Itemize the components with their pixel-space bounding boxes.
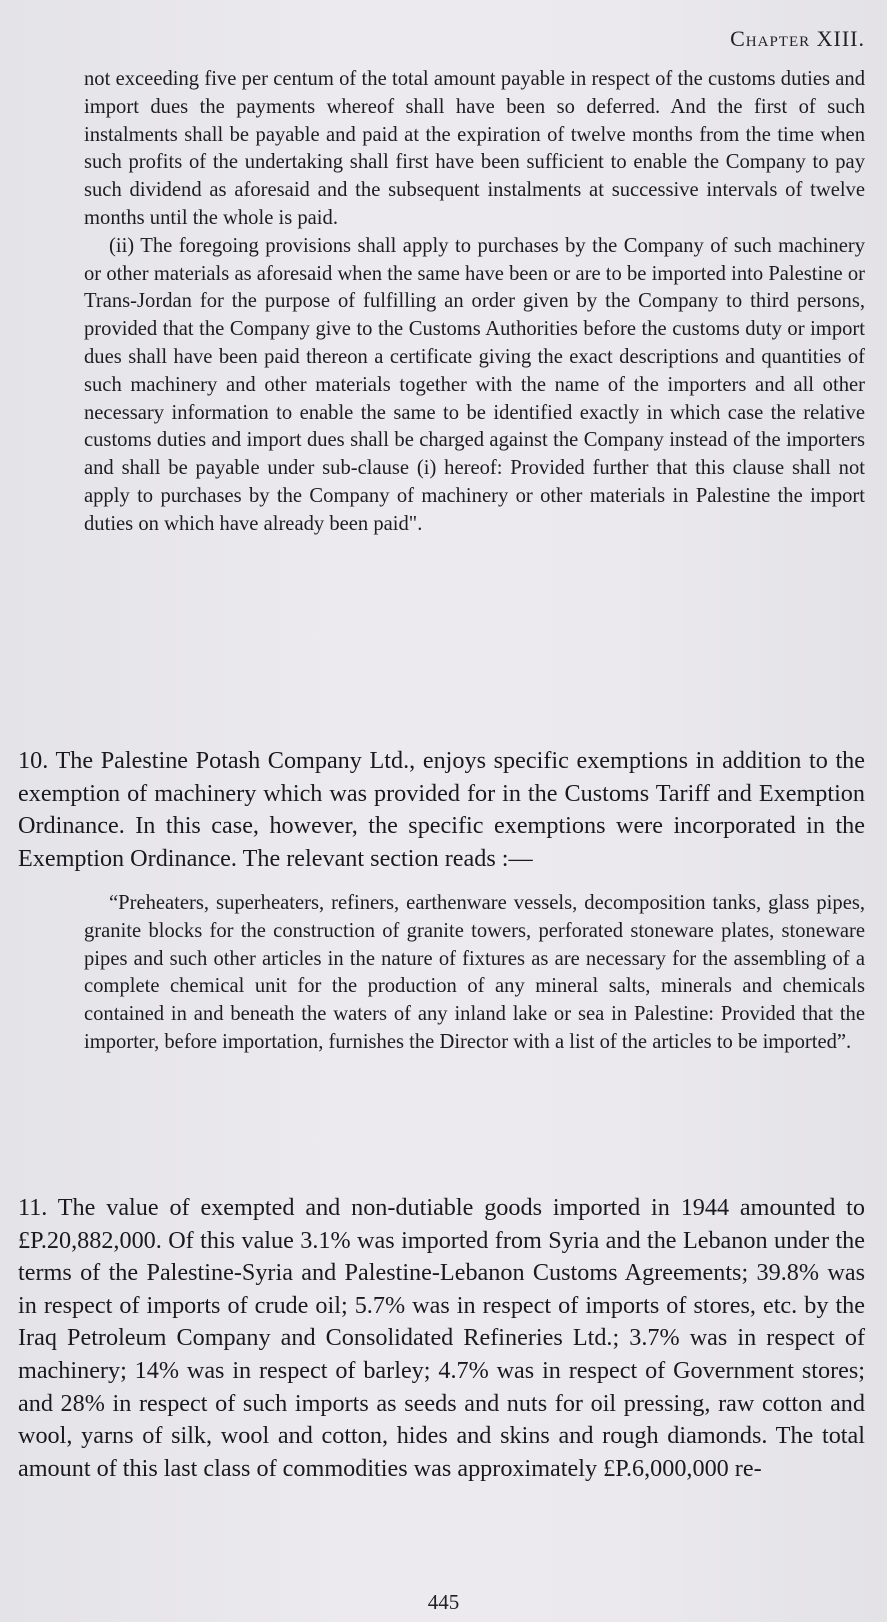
section-10-quote-block: [84, 890, 865, 1057]
section-11: [18, 1192, 865, 1485]
section-10-text: The Palestine Potash Company Ltd., enjoys specific exemptions in addition to the exemption of machinery which was provided for in the Customs Tariff and Exemption Ordinance. In this case, however, the specific exemptions were incorporated in the Exemption Ordinance. The relevant section reads :—: [18, 747, 865, 872]
section-11-number: 11.: [18, 1194, 48, 1221]
quote-paragraph-1: not exceeding five per centum of the total amount payable in respect of the customs duties and import dues the payments whereof shall have been so deferred. And the first of such instalments shall be payable and paid at the expiration of twelve months from the time when such profits of the undertaking shall first have been sufficient to enable the Company to pay such dividend as aforesaid and the subsequent instalments at successive intervals of twelve months until the whole is paid.: [84, 68, 865, 229]
quote-paragraph-2: (ii) The foregoing provisions shall apply to purchases by the Company of such machinery or other materials as aforesaid when the same have been or are to be imported into Palestine or Trans-Jordan for the purpose of fulfilling an order given by the Company to third persons, provided that the Company give to the Customs Authorities before the customs duty or import dues shall have been paid thereon a certificate giving the exact descriptions and quantities of such machinery and other materials together with the name of the importers and all other necessary information to enable the same to be identified exactly in which case the relative customs duties and import dues shall be charged against the Company instead of the importers and shall be payable under sub-clause (i) hereof: Provided further that this clause shall not apply to purchases by the Company of machinery or other materials in Palestine the import duties on which have already been paid".: [84, 234, 865, 535]
running-head: Chapter XIII.: [730, 26, 865, 51]
section-10-number: 10.: [18, 747, 49, 774]
section-11-text: The value of exempted and non-dutiable goods imported in 1944 amounted to £P.20,882,000. Of this value 3.1% was imported from Syria and the Lebanon under the terms of the Palestine-Syria and Palestine-Lebanon Customs Agreements; 39.8% was in respect of imports of crude oil; 5.7% was in respect of imports of stores, etc. by the Iraq Petroleum Company and Consolidated Refineries Ltd.; 3.7% was in respect of machinery; 14% was in respect of barley; 4.7% was in respect of Government stores; and 28% in respect of such imports as seeds and nuts for oil pressing, raw cotton and wool, yarns of silk, wool and cotton, hides and skins and rough diamonds. The total amount of this last class of commodities was approximately £P.6,000,000 re-: [18, 1194, 865, 1482]
section-10: [18, 745, 865, 875]
page-number: 445: [427, 1590, 460, 1614]
continued-quote-block: [84, 66, 865, 539]
section-10-quote: “Preheaters, superheaters, refiners, earthenware vessels, decomposition tanks, glass pipes, granite blocks for the construction of granite towers, perforated stoneware plates, stoneware pipes and such other articles in the nature of fixtures as are necessary for the assembling of a complete chemical unit for the production of any mineral salts, minerals and chemicals contained in and beneath the waters of any inland lake or sea in Palestine: Provided that the importer, before importation, furnishes the Director with a list of the articles to be imported”.: [84, 892, 865, 1053]
